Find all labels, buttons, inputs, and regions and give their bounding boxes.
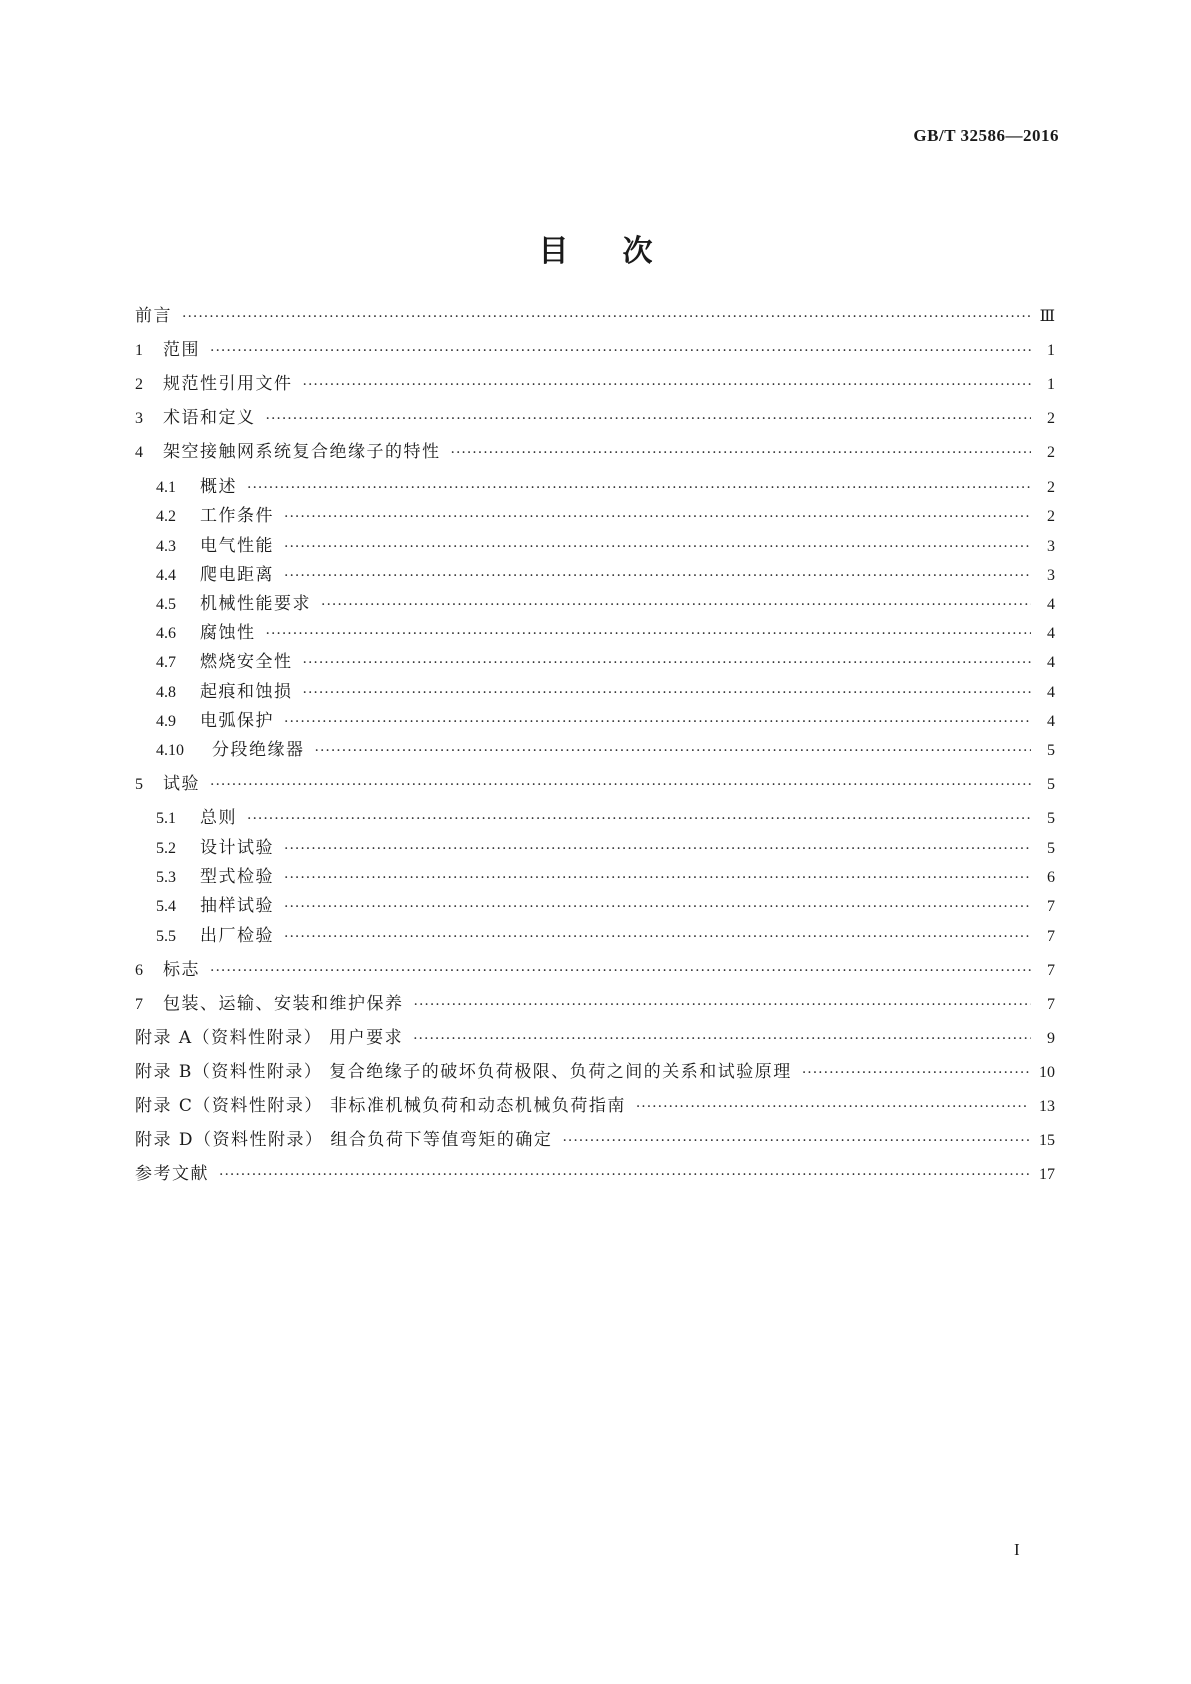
toc-entry-label: 试验 — [163, 774, 200, 794]
toc-entry-number: 4.3 — [156, 538, 176, 555]
toc-entry[interactable] — [156, 534, 1055, 558]
toc-entry-page: 2 — [1047, 479, 1055, 496]
toc-leader-dots — [266, 622, 1032, 646]
toc-leader-dots — [182, 305, 1030, 329]
toc-leader-dots — [284, 535, 1031, 559]
toc-entry[interactable] — [135, 992, 1055, 1016]
toc-entry-number: 4.4 — [156, 567, 176, 584]
toc-entry-label: 工作条件 — [200, 506, 274, 526]
toc-entry-page: 5 — [1047, 810, 1055, 827]
toc-entry-number: 5.4 — [156, 898, 176, 915]
toc-entry-page: Ⅲ — [1039, 308, 1055, 325]
toc-entry-number: 7 — [135, 996, 143, 1013]
toc-entry-page: 5 — [1047, 742, 1055, 759]
toc-entry-page: 1 — [1047, 342, 1055, 359]
toc-entry[interactable] — [156, 563, 1055, 587]
toc-entry-number: 4.1 — [156, 479, 176, 496]
toc-entry-number: 4.2 — [156, 508, 176, 525]
toc-entry-label: 范围 — [163, 340, 200, 360]
toc-entry[interactable] — [135, 1026, 1055, 1050]
toc-leader-dots — [210, 773, 1031, 797]
toc-entry-number: 5.2 — [156, 840, 176, 857]
toc-leader-dots — [562, 1129, 1029, 1153]
toc-entry-page: 15 — [1039, 1132, 1055, 1149]
toc-entry-label: 电弧保护 — [200, 711, 274, 731]
toc-entry-number: 6 — [135, 962, 143, 979]
toc-leader-dots — [210, 339, 1031, 363]
toc-entry-label: 总则 — [200, 808, 237, 828]
toc-leader-dots — [413, 1027, 1031, 1051]
toc-entry-page: 1 — [1047, 376, 1055, 393]
toc-entry[interactable] — [156, 738, 1055, 762]
toc-entry-label: 规范性引用文件 — [163, 374, 293, 394]
toc-entry-label: 出厂检验 — [200, 926, 274, 946]
toc-entry-number: 4.6 — [156, 625, 176, 642]
toc-entry[interactable] — [135, 406, 1055, 430]
toc-entry[interactable] — [135, 1128, 1055, 1152]
toc-leader-dots — [414, 993, 1032, 1017]
toc-entry-number: 4.10 — [156, 742, 184, 759]
toc-leader-dots — [284, 710, 1031, 734]
toc-entry[interactable] — [135, 772, 1055, 796]
toc-entry-label: 腐蚀性 — [200, 623, 256, 643]
toc-leader-dots — [247, 807, 1031, 831]
toc-entry-label: 设计试验 — [200, 838, 274, 858]
toc-entry[interactable] — [156, 865, 1055, 889]
toc-entry-label: 机械性能要求 — [200, 594, 311, 614]
toc-entry-page: 13 — [1039, 1098, 1055, 1115]
toc-entry-number: 4 — [135, 444, 143, 461]
toc-entry-page: 4 — [1047, 654, 1055, 671]
toc-entry-label: 起痕和蚀损 — [200, 682, 293, 702]
toc-entry-page: 7 — [1047, 996, 1055, 1013]
toc-entry-number: 5 — [135, 776, 143, 793]
toc-entry[interactable] — [156, 806, 1055, 830]
toc-entry-label: 包装、运输、安装和维护保养 — [163, 994, 404, 1014]
toc-entry-label: 抽样试验 — [200, 896, 274, 916]
toc-entry-page: 17 — [1039, 1166, 1055, 1183]
toc-entry-label: 燃烧安全性 — [200, 652, 293, 672]
toc-entry[interactable] — [156, 836, 1055, 860]
toc-leader-dots — [284, 564, 1031, 588]
toc-entry-number: 4.8 — [156, 684, 176, 701]
toc-entry-label: 标志 — [163, 960, 200, 980]
toc-entry-label: 附录 A（资料性附录） 用户要求 — [135, 1028, 404, 1048]
toc-entry-label: 概述 — [200, 477, 237, 497]
toc-entry-number: 5.1 — [156, 810, 176, 827]
toc-entry-page: 4 — [1047, 596, 1055, 613]
toc-entry[interactable] — [135, 304, 1055, 328]
toc-entry-number: 4.5 — [156, 596, 176, 613]
toc-entry-label: 术语和定义 — [163, 408, 256, 428]
toc-entry-page: 4 — [1047, 625, 1055, 642]
toc-entry[interactable] — [135, 338, 1055, 362]
toc-leader-dots — [284, 925, 1031, 949]
toc-leader-dots — [451, 441, 1032, 465]
toc-entry-page: 6 — [1047, 869, 1055, 886]
toc-entry[interactable] — [135, 1162, 1055, 1186]
toc-entry[interactable] — [135, 958, 1055, 982]
toc-entry-page: 5 — [1047, 776, 1055, 793]
toc-leader-dots — [284, 866, 1031, 890]
toc-entry-label: 参考文献 — [135, 1164, 209, 1184]
toc-entry-label: 爬电距离 — [200, 565, 274, 585]
toc-entry[interactable] — [156, 709, 1055, 733]
toc-entry[interactable] — [135, 440, 1055, 464]
toc-entry-page: 7 — [1047, 928, 1055, 945]
toc-leader-dots — [247, 476, 1031, 500]
toc-entry[interactable] — [156, 504, 1055, 528]
toc-leader-dots — [802, 1061, 1029, 1085]
toc-entry-label: 附录 D（资料性附录） 组合负荷下等值弯矩的确定 — [135, 1130, 553, 1150]
toc-entry[interactable] — [156, 592, 1055, 616]
toc-leader-dots — [219, 1163, 1029, 1187]
toc-entry-page: 4 — [1047, 684, 1055, 701]
toc-entry[interactable] — [156, 924, 1055, 948]
toc-entry-label: 型式检验 — [200, 867, 274, 887]
toc-entry-number: 3 — [135, 410, 143, 427]
toc-entry-page: 7 — [1047, 962, 1055, 979]
toc-entry-page: 10 — [1039, 1064, 1055, 1081]
toc-entry-label: 附录 B（资料性附录） 复合绝缘子的破坏负荷极限、负荷之间的关系和试验原理 — [135, 1062, 792, 1082]
toc-entry-page: 3 — [1047, 567, 1055, 584]
toc-entry-page: 9 — [1047, 1030, 1055, 1047]
toc-entry-number: 4.7 — [156, 654, 176, 671]
toc-leader-dots — [315, 739, 1032, 763]
toc-entry-page: 4 — [1047, 713, 1055, 730]
toc-entry-label: 电气性能 — [200, 536, 274, 556]
toc-leader-dots — [284, 837, 1031, 861]
toc-entry[interactable] — [135, 372, 1055, 396]
toc-entry-number: 5.3 — [156, 869, 176, 886]
toc-entry-number: 2 — [135, 376, 143, 393]
toc-leader-dots — [636, 1095, 1029, 1119]
toc-entry-label: 分段绝缘器 — [212, 740, 305, 760]
toc-entry[interactable] — [135, 1060, 1055, 1084]
toc-entry[interactable] — [135, 1094, 1055, 1118]
toc-leader-dots — [210, 959, 1031, 983]
toc-entry[interactable] — [156, 650, 1055, 674]
toc-entry-page: 2 — [1047, 444, 1055, 461]
toc-entry-page: 5 — [1047, 840, 1055, 857]
toc-leader-dots — [303, 651, 1032, 675]
toc-entry[interactable] — [156, 680, 1055, 704]
toc-entry-label: 附录 C（资料性附录） 非标准机械负荷和动态机械负荷指南 — [135, 1096, 626, 1116]
toc-entry-page: 2 — [1047, 508, 1055, 525]
toc-entry[interactable] — [156, 621, 1055, 645]
toc-entry-number: 1 — [135, 342, 143, 359]
toc-entry-label: 前言 — [135, 306, 172, 326]
toc-entry[interactable] — [156, 894, 1055, 918]
page-number: I — [1014, 1540, 1020, 1559]
toc-entry-page: 2 — [1047, 410, 1055, 427]
toc-leader-dots — [321, 593, 1031, 617]
document-code: GB/T 32586—2016 — [913, 126, 1059, 145]
toc-leader-dots — [284, 895, 1031, 919]
toc-entry-number: 5.5 — [156, 928, 176, 945]
toc-leader-dots — [303, 681, 1032, 705]
toc-entry-page: 7 — [1047, 898, 1055, 915]
toc-entry-number: 4.9 — [156, 713, 176, 730]
toc-entry-page: 3 — [1047, 538, 1055, 555]
toc-entry[interactable] — [156, 475, 1055, 499]
toc-leader-dots — [284, 505, 1031, 529]
toc-leader-dots — [266, 407, 1032, 431]
toc-title: 目次 — [538, 234, 707, 269]
toc-entry-label: 架空接触网系统复合绝缘子的特性 — [163, 442, 441, 462]
toc-leader-dots — [303, 373, 1032, 397]
